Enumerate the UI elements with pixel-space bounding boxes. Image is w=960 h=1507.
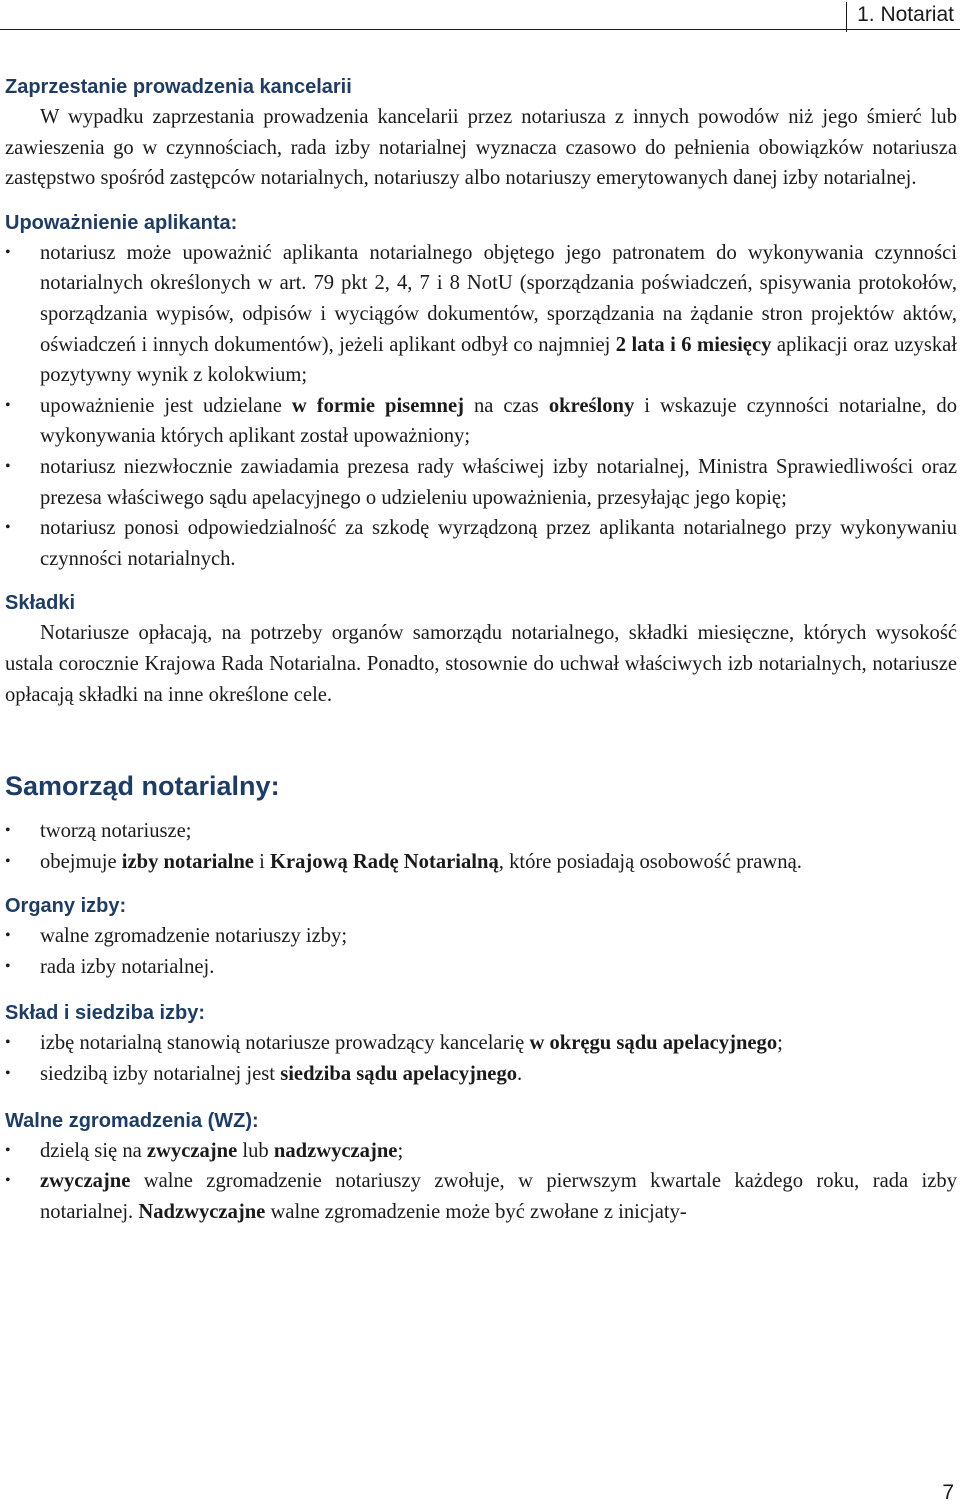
bullet-icon: • (5, 927, 11, 945)
bullet-icon: • (5, 1141, 11, 1159)
list-sklad (5, 1028, 957, 1089)
section-title-organy: Organy izby: (5, 895, 127, 918)
list-item: • notariusz ponosi odpowiedzialność za szkodę wyrządzoną przez aplikanta notarialnego przy wykonywaniu czynności notarialnych. (5, 513, 957, 574)
page-content (5, 72, 957, 1227)
section-title-samorzad: Samorząd notarialny: (5, 771, 280, 802)
list-item: • izbę notarialną stanowią notariusze prowadzący kancelarię w okręgu sądu apelacyjnego; (5, 1028, 957, 1059)
list-item: • tworzą notariusze; (5, 816, 957, 847)
list-samorzad (5, 816, 957, 877)
list-item: • upoważnienie jest udzielane w formie pisemnej na czas określony i wskazuje czynności notarialne, do wykonywania których aplikant został upoważniony; (5, 391, 957, 452)
list-item: • siedzibą izby notarialnej jest siedziba sądu apelacyjnego. (5, 1059, 957, 1090)
section-title-upowaznienie: Upoważnienie aplikanta: (5, 211, 238, 234)
bullet-icon: • (5, 1034, 11, 1052)
bullet-icon: • (5, 822, 11, 840)
section-title-wz: Walne zgromadzenia (WZ): (5, 1109, 259, 1132)
list-item: • rada izby notarialnej. (5, 952, 957, 983)
paragraph-skladki: Notariusze opłacają, na potrzeby organów samorządu notarialnego, składki miesięczne, których wysokość ustala corocznie Krajowa Rada Notarialna. Ponadto, stosownie do uchwał właściwych izb notarialnych, notariusze opłacają składki na inne określone cele. (5, 622, 957, 706)
chapter-title: 1. Notariat (846, 2, 954, 32)
bullet-icon: • (5, 457, 11, 475)
bullet-icon: • (5, 1065, 11, 1083)
running-header (846, 2, 954, 32)
list-item: • walne zgromadzenie notariuszy izby; (5, 921, 957, 952)
bullet-icon: • (5, 1172, 11, 1190)
paragraph-zaprzestanie: W wypadku zaprzestania prowadzenia kancelarii przez notariusza z innych powodów niż jego śmierć lub zawieszenia go w czynnościach, rada izby notarialnej wyznacza czasowo do pełnienia obowiązków notariusza zastępstwo spośród zastępców notarialnych, notariuszy albo notariuszy emerytowanych danej izby notarialnej. (5, 106, 957, 190)
header-rule (0, 29, 960, 30)
bullet-icon: • (5, 519, 11, 537)
list-item: • notariusz może upoważnić aplikanta notarialnego objętego jego patronatem do wykonywania czynności notarialnych określonych w art. 79 pkt 2, 4, 7 i 8 NotU (sporządzania poświadczeń, spisywania protokołów, sporządzania wypisów, odpisów i wyciągów dokumentów, sporządzania na żądanie stron projektów aktów, oświadczeń i innych dokumentów), jeżeli aplikant odbył co najmniej 2 lata i 6 miesięcy aplikacji oraz uzyskał pozytywny wynik z kolokwium; (5, 238, 957, 391)
section-title-sklad: Skład i siedziba izby: (5, 1002, 206, 1025)
list-item: • dzielą się na zwyczajne lub nadzwyczajne; (5, 1136, 957, 1167)
list-organy (5, 921, 957, 982)
bullet-icon: • (5, 396, 11, 414)
list-upowaznienie (5, 238, 957, 575)
list-item: • notariusz niezwłocznie zawiadamia prezesa rady właściwej izby notarialnej, Ministra Sprawiedliwości oraz prezesa właściwego sądu apelacyjnego o udzieleniu upoważnienia, przesyłając jego kopię; (5, 452, 957, 513)
bullet-icon: • (5, 852, 11, 870)
bullet-icon: • (5, 243, 11, 261)
list-item: • zwyczajne walne zgromadzenie notariuszy zwołuje, w pierwszym kwartale każdego roku, rada izby notarialnej. Nadzwyczajne walne zgromadzenie może być zwołane z inicjaty- (5, 1166, 957, 1227)
bullet-icon: • (5, 957, 11, 975)
list-wz (5, 1136, 957, 1228)
list-item: • obejmuje izby notarialne i Krajową Radę Notarialną, które posiadają osobowość prawną. (5, 847, 957, 878)
section-title-skladki: Składki (5, 592, 76, 615)
section-title-zaprzestanie: Zaprzestanie prowadzenia kancelarii (5, 76, 352, 98)
page-number: 7 (942, 1481, 954, 1504)
